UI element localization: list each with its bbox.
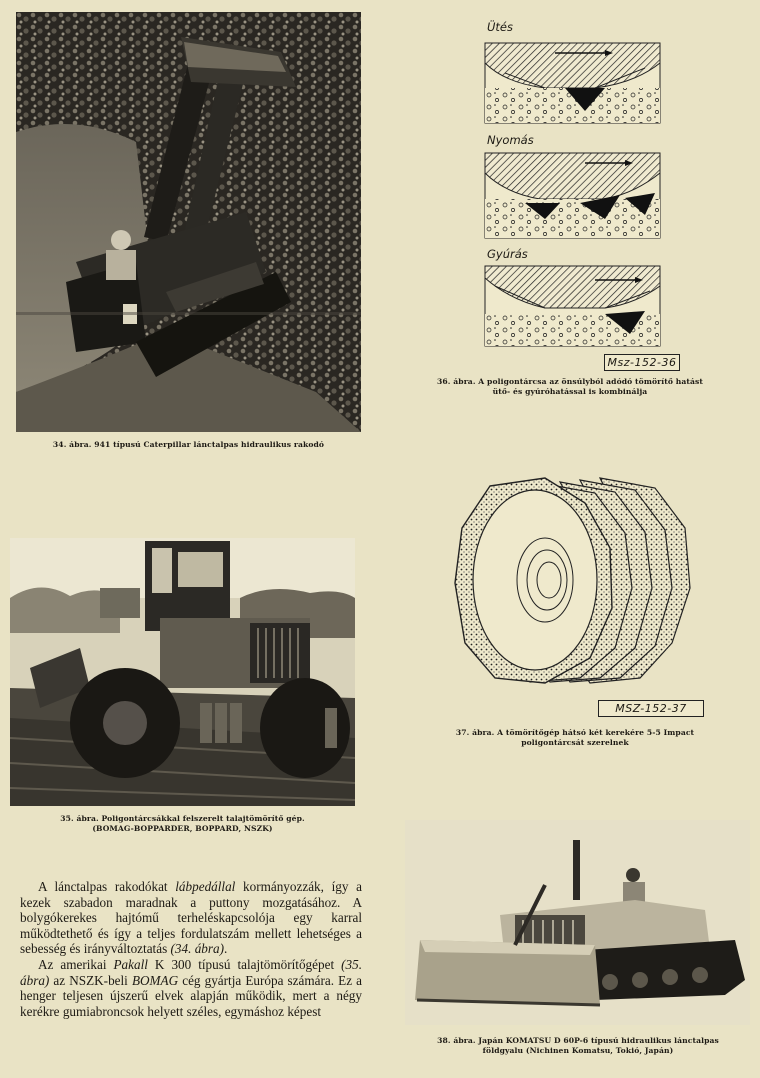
figure-36-caption-line1: 36. ábra. A poligontárcsa az önsúlyból adódó tömörítő hatást (437, 377, 703, 386)
body-text (20, 879, 362, 1019)
paragraph-1-text-c: . (224, 941, 228, 957)
figure-38-caption (398, 1036, 758, 1056)
figure-34-photo (16, 12, 361, 432)
label-gyuras: Gyúrás (487, 247, 528, 261)
paragraph-2-figure-ref: (35. ábra) (20, 956, 362, 988)
paragraph-2-text-b: K 300 típusú talajtömörítőgépet (147, 956, 342, 972)
label-nyomas: Nyomás (487, 133, 534, 147)
figure-36-caption-line2: ütő- és gyúróhatással is kombinálja (492, 387, 648, 396)
paragraph-2 (20, 957, 362, 1019)
figure-35-caption (10, 814, 355, 834)
figure-37-stamp: MSZ-152-37 (598, 700, 704, 717)
figure-36-caption (395, 377, 745, 397)
paragraph-2-emphasis-pakall: Pakall (113, 956, 148, 972)
figure-37-caption-line1: 37. ábra. A tömörítőgép hátsó két kerekére 5-5 Impact (455, 728, 695, 737)
figure-35-caption-line1: 35. ábra. Poligontárcsákkal felszerelt talajtömörítő gép. (60, 814, 305, 823)
paragraph-2-emphasis-bomag: BOMAG (131, 972, 179, 988)
figure-35-caption-line2: (BOMAG-BOPPARDER, BOPPARD, NSZK) (92, 824, 273, 833)
figure-38-photo (405, 820, 750, 1025)
figure-37-diagram (450, 468, 695, 690)
paragraph-2-text-d: cég gyártja Európa számára. Ez a henger teljesen újszerű elvek alapján működik, mert a négy kerékre gumiabroncsok helyett széles, egymáshoz képest (20, 972, 363, 1019)
figure-35-photo (10, 538, 355, 806)
figure-37-caption (400, 728, 750, 748)
figure-38-caption-line2: földgyalu (Nichinen Komatsu, Tokió, Japán) (482, 1046, 674, 1055)
label-utes: Ütés (487, 20, 513, 34)
figure-37-caption-line2: poligontárcsát szerelnek (521, 738, 629, 747)
figure-34-caption: 34. ábra. 941 típusú Caterpillar lánctalpas hidraulikus rakodó (52, 440, 325, 449)
paragraph-1-emphasis: lábpedállal (175, 879, 236, 894)
paragraph-1-text-a: A lánctalpas rakodókat (38, 879, 176, 894)
figure-36-diagram (480, 38, 670, 348)
figure-38-caption-line1: 38. ábra. Japán KOMATSU D 60P-6 típusú hidraulikus lánctalpas (437, 1036, 719, 1045)
figure-36-stamp: Msz-152-36 (604, 354, 680, 371)
paragraph-1-text-b: kormányozzák, így a kezek szabadon maradnak a puttony mozgatásához. A bolygókerekes hajtómű terheléskapcsolója egy karral működtethető és így a teljes fordulatszám mellett lehetséges a sebesség és irányváltoztatás (20, 879, 362, 957)
paragraph-1-figure-ref: (34. ábra) (170, 941, 224, 957)
paragraph-2-text-c: az NSZK-beli (49, 972, 132, 988)
paragraph-2-text-a: Az amerikai (38, 956, 114, 972)
paragraph-1 (20, 879, 362, 957)
